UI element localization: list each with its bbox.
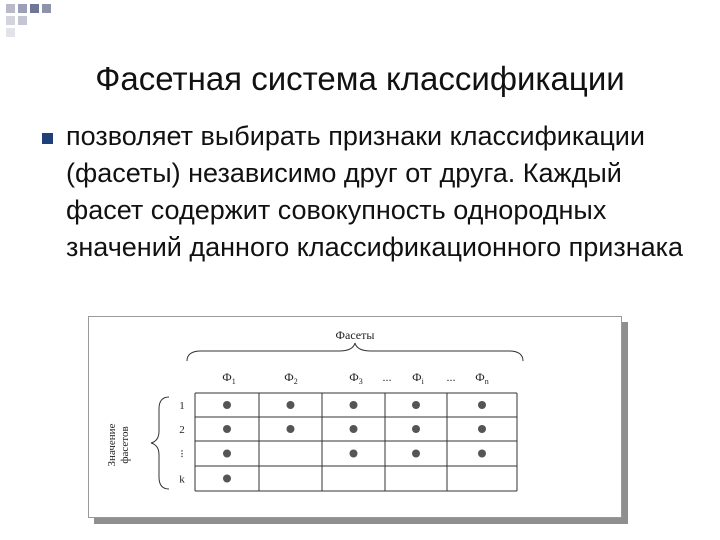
table-dot [350,425,358,433]
table-dot [223,450,231,458]
table-dot [412,450,420,458]
column-header-5: $Ф_i$ [412,370,424,386]
table-dot [350,450,358,458]
row-axis-label [106,423,131,466]
column-header-2: $Ф_2$ [284,370,298,386]
row-label-3: ⁝ [180,448,184,461]
column-header-1: $Ф_1$ [222,370,236,386]
row-label-2: 2 [179,424,185,436]
row-label-4: k [179,473,185,486]
table-dot [223,475,231,483]
table-dot [350,401,358,409]
row-axis-label-line-1: Значение [106,423,118,467]
table-dot [287,401,295,409]
table-dot [223,425,231,433]
table-dot [478,401,486,409]
left-brace [151,397,169,489]
bullet-text: позволяет выбирать признаки классификации (фасеты) независимо друг от друга. Каждый фасет содержит совокупность однородных значений данного классификационного признака [66,121,684,262]
top-brace [187,343,523,361]
column-header-6: ... [446,370,456,384]
row-label-1: 1 [179,400,185,412]
bullet-marker [42,133,53,144]
figure-header: Фасеты [335,328,375,342]
table-dot [412,425,420,433]
column-header-4: ... [382,370,392,384]
table-dot [478,425,486,433]
facet-table-figure [88,316,622,518]
slide-title: Фасетная система классификации [95,60,625,97]
table-dot [412,401,420,409]
facet-table-diagram [89,317,621,517]
row-axis-label-line-2: фасетов [119,426,131,464]
table-dot [478,450,486,458]
column-header-3: $Ф_3$ [349,370,363,386]
corner-decoration [0,0,60,40]
table-dot [287,425,295,433]
column-header-7: $Ф_n$ [475,370,489,386]
table-dot [223,401,231,409]
